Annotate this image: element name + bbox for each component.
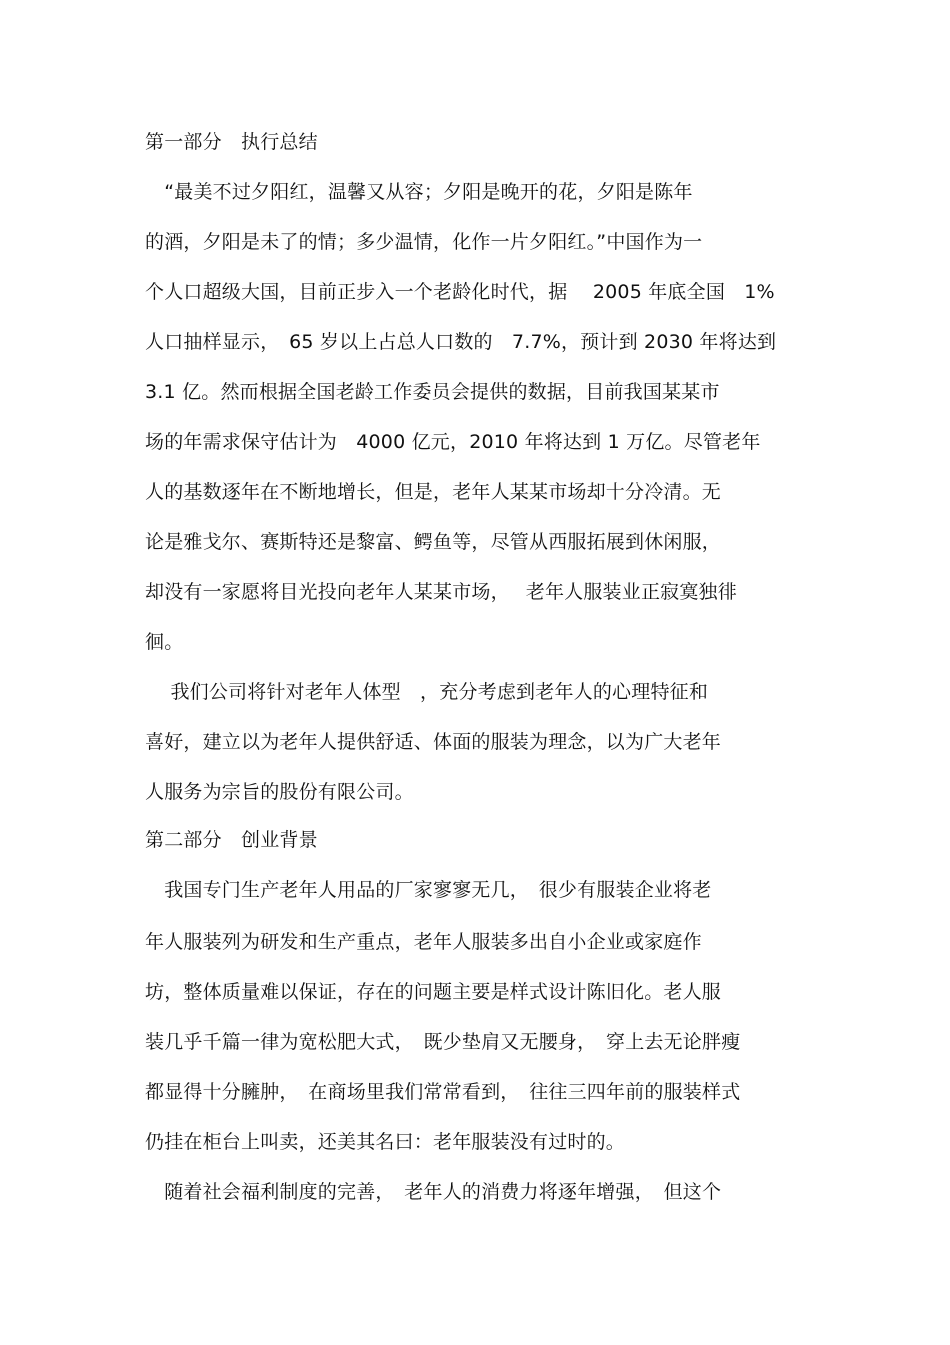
section-heading-executive-summary: 第一部分 执行总结 xyxy=(145,131,318,153)
paragraph-line: 场的年需求保守估计为 4000 亿元，2010 年将达到 1 万亿。尽管老年 xyxy=(145,431,761,453)
paragraph-line: 人口抽样显示， 65 岁以上占总人口数的 7.7%，预计到 2030 年将达到 xyxy=(145,331,777,353)
paragraph-line: 坊，整体质量难以保证，存在的问题主要是样式设计陈旧化。老人服 xyxy=(145,981,722,1003)
paragraph-line: 年人服装列为研发和生产重点，老年人服装多出自小企业或家庭作 xyxy=(145,931,702,953)
paragraph-line: 随着社会福利制度的完善， 老年人的消费力将逐年增强， 但这个 xyxy=(145,1181,722,1203)
paragraph-line: 却没有一家愿将目光投向老年人某某市场， 老年人服装业正寂寞独徘 xyxy=(145,581,737,603)
paragraph-line: 都显得十分臃肿， 在商场里我们常常看到， 往往三四年前的服装样式 xyxy=(145,1081,741,1103)
paragraph-line: 仍挂在柜台上叫卖，还美其名曰：老年服装没有过时的。 xyxy=(145,1131,626,1153)
paragraph-line: 徊。 xyxy=(145,631,184,653)
section-heading-business-background: 第二部分 创业背景 xyxy=(145,829,318,851)
paragraph-line: 的酒，夕阳是未了的情；多少温情，化作一片夕阳红。”中国作为一 xyxy=(145,231,703,253)
paragraph-line: 喜好，建立以为老年人提供舒适、体面的服装为理念，以为广大老年 xyxy=(145,731,722,753)
paragraph-line: 论是雅戈尔、赛斯特还是黎富、鳄鱼等，尽管从西服拓展到休闲服， xyxy=(145,531,722,553)
paragraph-line: 人服务为宗旨的股份有限公司。 xyxy=(145,781,414,803)
paragraph-line: 装几乎千篇一律为宽松肥大式， 既少垫肩又无腰身， 穿上去无论胖瘦 xyxy=(145,1031,741,1053)
paragraph-line: 人的基数逐年在不断地增长，但是，老年人某某市场却十分冷清。无 xyxy=(145,481,722,503)
paragraph-line: 个人口超级大国，目前正步入一个老龄化时代，据 2005 年底全国 1% xyxy=(145,281,775,303)
paragraph-line: 我国专门生产老年人用品的厂家寥寥无几， 很少有服装企业将老 xyxy=(145,879,712,901)
paragraph-line: 3.1 亿。然而根据全国老龄工作委员会提供的数据，目前我国某某市 xyxy=(145,381,720,403)
paragraph-line: “最美不过夕阳红，温馨又从容；夕阳是晚开的花，夕阳是陈年 xyxy=(145,181,693,203)
paragraph-line: 我们公司将针对老年人体型 ，充分考虑到老年人的心理特征和 xyxy=(145,681,709,703)
